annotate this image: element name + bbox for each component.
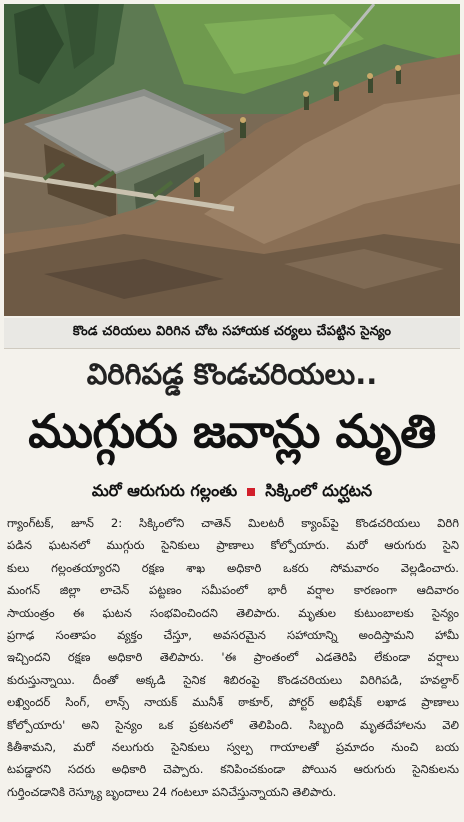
headline-text: ముగ్గురు జవాన్లు మృతి <box>28 404 436 458</box>
headline-kicker <box>0 356 464 400</box>
body-line: టపడ్డారని సదరు అధికారి చెప్పారు. కనిపించకుండా పోయిన ఆరుగురు సైనికులను <box>7 762 459 777</box>
body-line: ప్రగాఢ సంతాపం వ్యక్తం చేస్తూ, అవసరమైన సహాయాన్ని అందిస్తామని హామీ <box>7 628 459 643</box>
body-line: గుర్తించడానికి రెస్క్యూ బృందాలు 24 గంటలూ పనిచేస్తున్నాయని తెలిపారు. <box>7 784 337 799</box>
landslide-photo <box>4 4 460 316</box>
subhead-right: సిక్కింలో దుర్ఘటన <box>265 480 373 500</box>
body-line: ఇచ్చిందని రక్షణ అధికారి తెలిపారు. 'ఈ ప్రాంతంలో ఎడతెరిపి లేకుండా వర్షాలు <box>7 650 459 665</box>
body-line: మంగన్‌ జిల్లా లాచెన్‌ పట్టణం సమీపంలో భారీ వర్షాల కారణంగా ఆదివారం <box>7 583 459 598</box>
subheadlines <box>0 478 464 506</box>
body-line: కోల్పోయారు' అని సైన్యం ఒక ప్రకటనలో తెలిపింది. సిబ్బంది మృతదేహాలను వెలి <box>7 717 459 732</box>
kicker-text: విరిగిపడ్డ కొండచరియలు.. <box>86 357 378 391</box>
body-line: కులు గల్లంతయ్యారని రక్షణ శాఖ అధికారి ఒకరు సోమవారం వెల్లడించారు. <box>7 560 459 575</box>
body-line: కితీశామని, మరో నలుగురు సైనికులు స్వల్ప గాయాలతో ప్రమాదం నుంచి బయ <box>7 740 459 755</box>
body-line: లఖ్విందర్‌ సింగ్‌, లాన్స్‌ నాయక్‌ మునీశ్‌ ఠాకూర్‌, పోర్టర్‌ అభిషేక్‌ లఖాడ ప్రాణాలు <box>7 695 459 710</box>
main-headline <box>0 402 464 472</box>
red-bullet-icon <box>247 488 255 496</box>
body-line: కురుస్తున్నాయి. దీంతో అక్కడి సైనిక శిబిరంపై కొండచరియలు విరిగిపడి, హవల్దార్‌ <box>7 672 459 687</box>
subhead-left: మరో ఆరుగురు గల్లంతు <box>91 480 238 500</box>
landslide-photo-illustration <box>4 4 460 316</box>
body-line: గ్యాంగ్‌టక్‌, జూన్‌ 2: సిక్కింలోని చాతెన్‌ మిలటరీ క్యాంప్‌పై కొండచరియలు విరిగి <box>7 516 459 530</box>
photo-caption-text: కొండ చరియలు విరిగిన చోట సహాయక చర్యలు చేపట్టిన సైన్యం <box>72 324 392 339</box>
body-line: పడిన ఘటనలో ముగ్గురు సైనికులు ప్రాణాలు కోల్పోయారు. మరో ఆరుగురు సైని <box>7 538 459 553</box>
body-line: సాయంత్రం ఈ ఘటన సంభవించిందని తెలిపారు. మృతుల కుటుంబాలకు సైన్యం <box>7 605 459 620</box>
photo-caption <box>4 318 460 349</box>
article-body <box>7 512 459 812</box>
